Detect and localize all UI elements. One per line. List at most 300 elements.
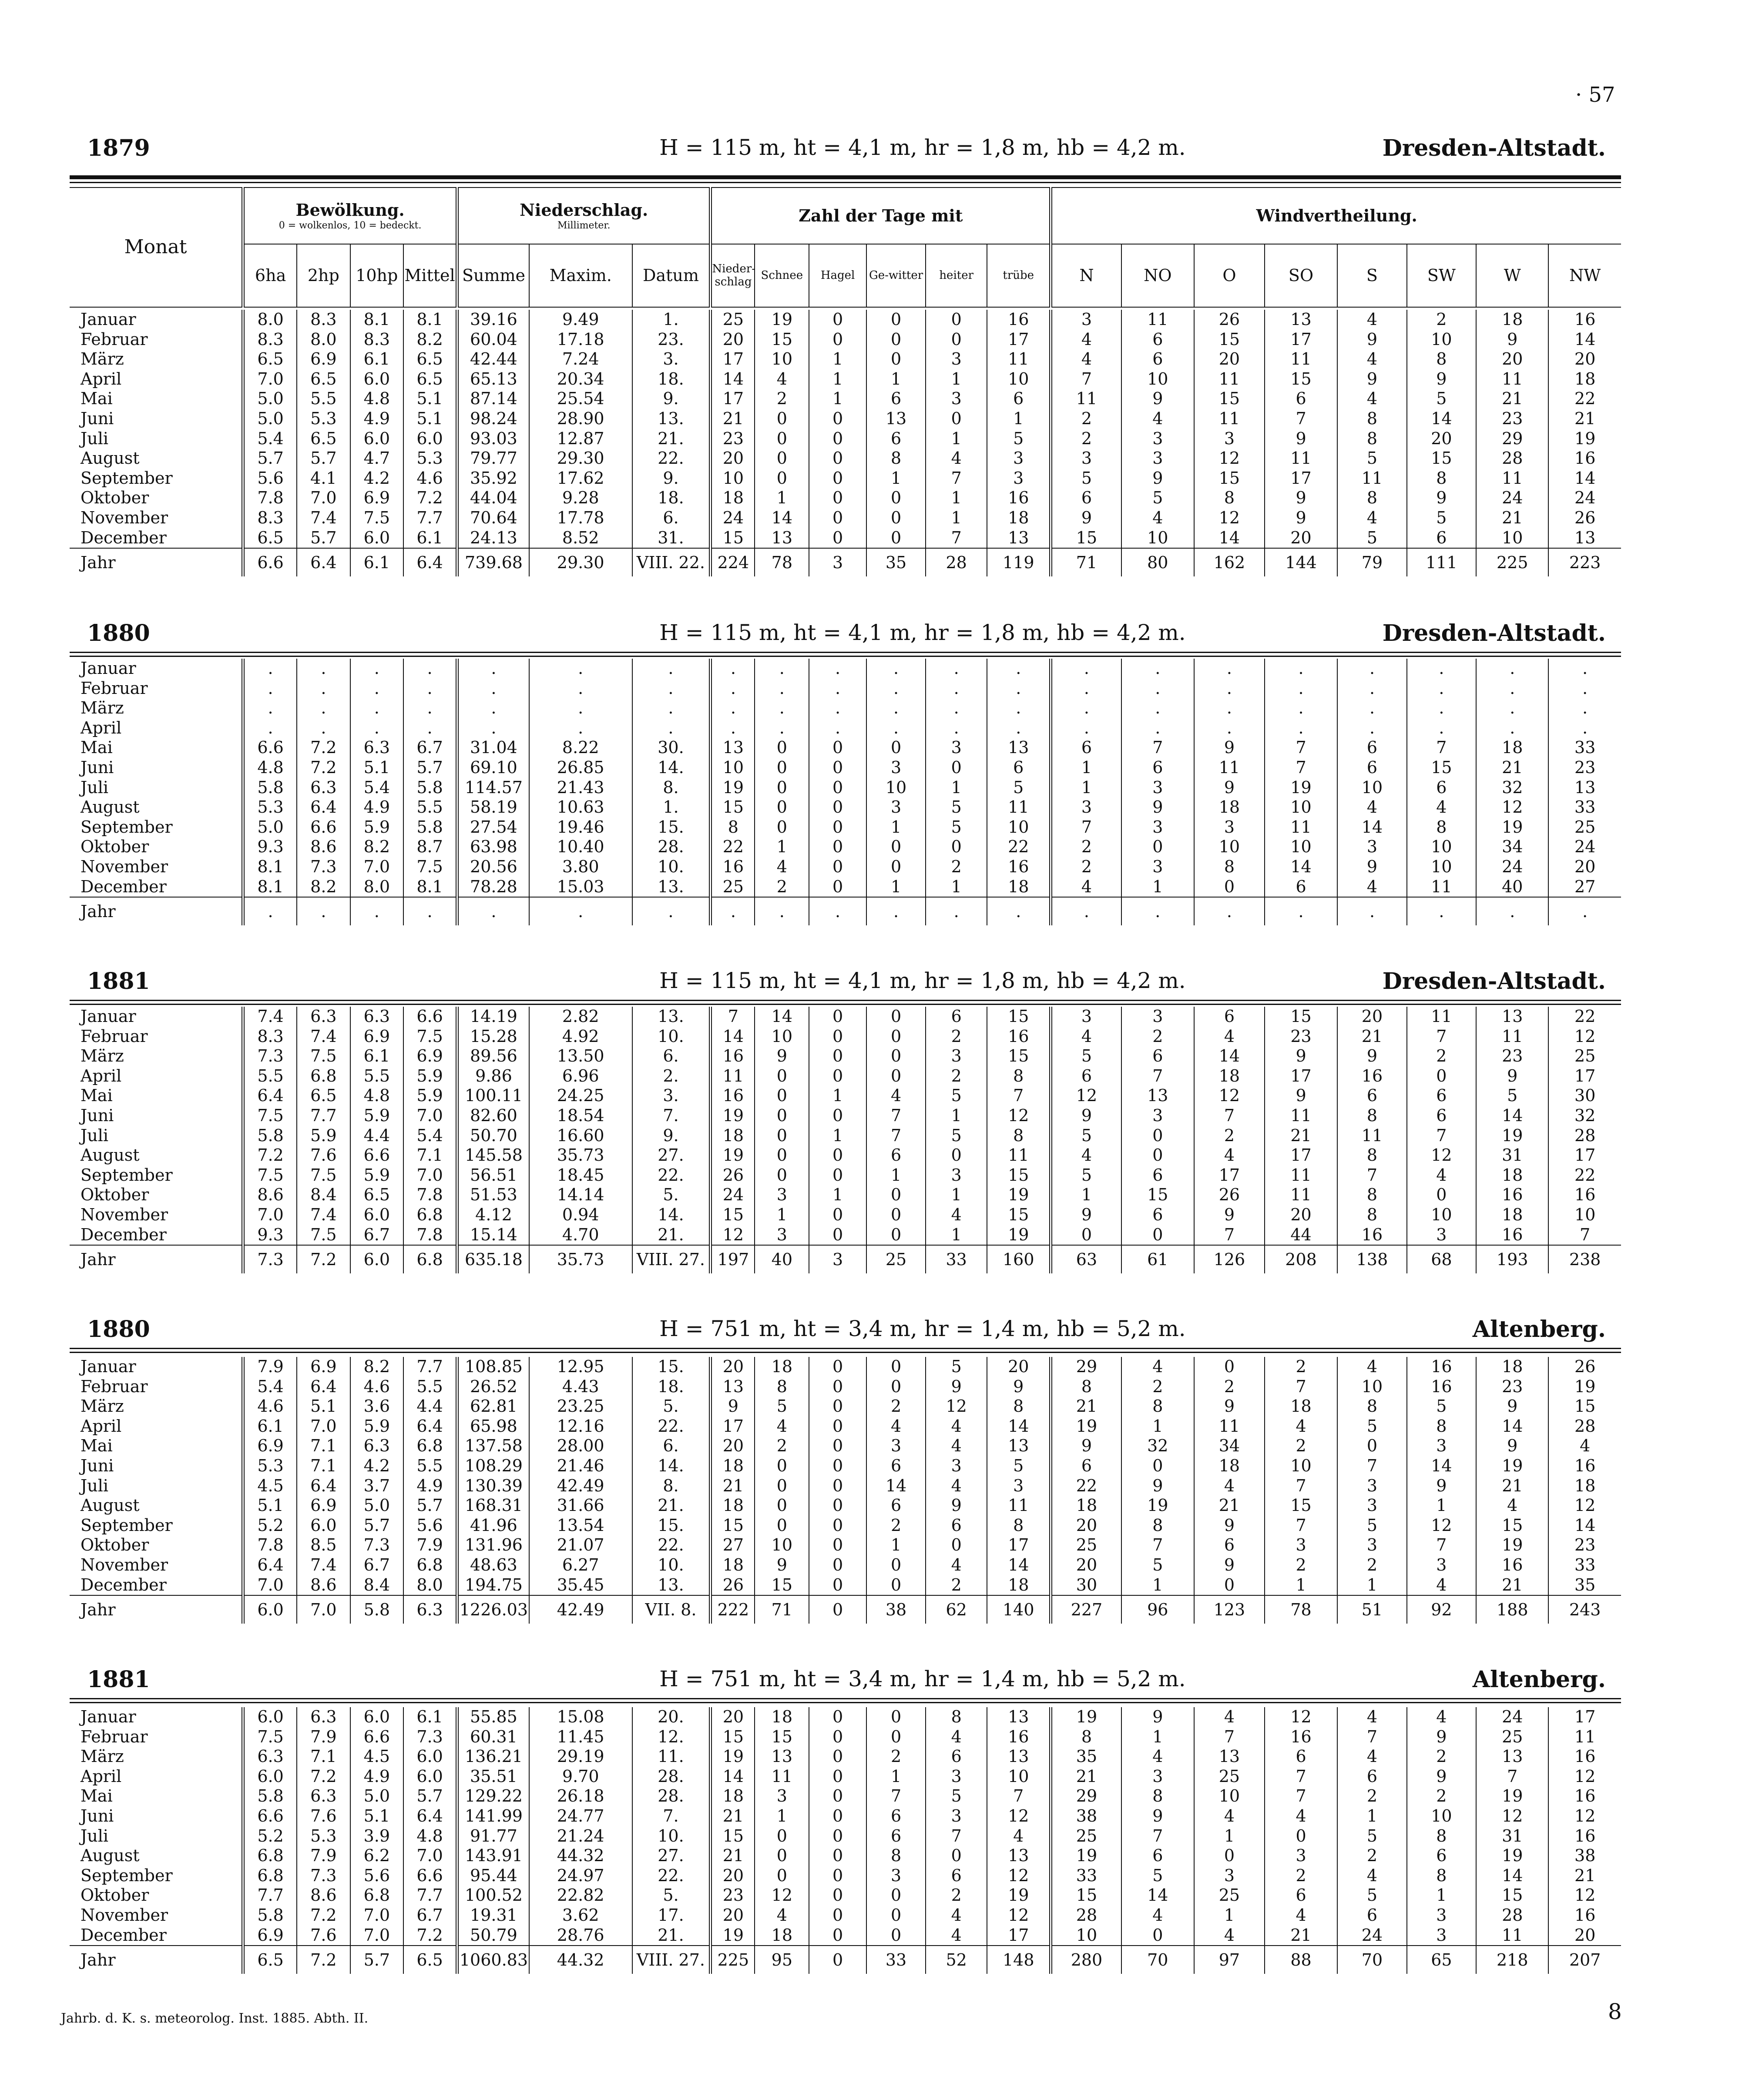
cell: 7 (987, 1786, 1051, 1806)
table-row (70, 488, 1621, 508)
table-row (70, 1886, 1621, 1906)
cell: 4 (926, 1926, 987, 1946)
row-label: Februar (81, 1026, 148, 1046)
cell: 26 (711, 1166, 755, 1186)
cell: 3. (632, 1086, 711, 1106)
cell: . (1476, 897, 1548, 925)
cell: 12 (1407, 1145, 1476, 1166)
cell: 44.04 (457, 488, 529, 508)
cell: 0 (809, 1205, 866, 1225)
cell: 0 (755, 1496, 809, 1516)
cell: . (711, 659, 755, 679)
total-row (70, 897, 1621, 925)
section-1-year: 1880 (87, 620, 150, 646)
cell: 6.1 (350, 349, 403, 369)
cell: 1 (809, 369, 866, 389)
cell: 6 (866, 1806, 926, 1826)
section-3-year: 1880 (87, 1316, 150, 1343)
table-row (70, 1767, 1621, 1787)
cell: 10 (1476, 528, 1548, 549)
cell: . (755, 718, 809, 738)
cell: 15 (1548, 1397, 1621, 1417)
cell: 6.3 (297, 778, 350, 798)
cell: 18 (711, 1126, 755, 1146)
cell: 3 (926, 1806, 987, 1826)
cell: 1 (1337, 1575, 1406, 1596)
cell: 0 (809, 1007, 866, 1027)
cell: 8.4 (350, 1575, 403, 1596)
cell: 3.9 (350, 1826, 403, 1846)
cell: . (350, 897, 403, 925)
cell: 20 (1337, 1007, 1406, 1027)
section-4-rule (70, 1698, 1621, 1699)
cell: . (1194, 698, 1265, 718)
table-row (70, 409, 1621, 429)
cell: 0 (809, 1496, 866, 1516)
cell: 3 (1407, 1906, 1476, 1926)
cell: . (1194, 897, 1265, 925)
cell: 25 (1051, 1826, 1121, 1846)
cell: 15 (1194, 469, 1265, 489)
cell: 10 (711, 469, 755, 489)
cell: 20 (1548, 1926, 1621, 1946)
cell: 280 (1051, 1946, 1121, 1974)
cell: 12 (987, 1906, 1051, 1926)
cell: 7 (1407, 1535, 1476, 1555)
page-number: · 57 (1575, 83, 1615, 107)
cell: 7 (1265, 1476, 1338, 1496)
cell: 7.2 (297, 1946, 350, 1974)
cell: 8 (987, 1516, 1051, 1536)
section-0-params: H = 115 m, ht = 4,1 m, hr = 1,8 m, hb = 4,2 m. (659, 135, 1186, 160)
cell: 26.18 (529, 1786, 632, 1806)
cell: 4 (866, 1417, 926, 1437)
cell: 78 (755, 548, 809, 576)
cell: 2.82 (529, 1007, 632, 1027)
cell: 0 (809, 1595, 866, 1624)
cell: 1 (926, 1185, 987, 1205)
cell: . (987, 718, 1051, 738)
cell: 9. (632, 1126, 711, 1146)
table-row (70, 1166, 1621, 1186)
section-0-place: Dresden-Altstadt. (1382, 135, 1606, 161)
cell: 6 (1121, 1046, 1195, 1066)
cell: 63 (1051, 1245, 1121, 1273)
cell: 9.70 (529, 1767, 632, 1787)
cell: 193 (1476, 1245, 1548, 1273)
cell: 13. (632, 877, 711, 898)
cell: 8. (632, 1476, 711, 1496)
cell: . (403, 698, 457, 718)
cell: 16 (1548, 1826, 1621, 1846)
table-row (70, 469, 1621, 489)
cell: 1 (926, 1106, 987, 1126)
cell: 6.8 (403, 1205, 457, 1225)
cell: 0 (866, 1046, 926, 1066)
row-label: December (81, 1925, 167, 1945)
cell: 17 (1265, 1066, 1338, 1086)
cell: 14 (755, 1007, 809, 1027)
cell: 6 (987, 758, 1051, 778)
cell: 3 (1194, 817, 1265, 837)
cell: . (529, 718, 632, 738)
cell: 16 (987, 488, 1051, 508)
row-label: Jahr (70, 1245, 243, 1273)
cell: 7 (1548, 1225, 1621, 1246)
cell: 0 (809, 1886, 866, 1906)
cell: 6 (866, 1145, 926, 1166)
cell: 7 (1265, 1767, 1338, 1787)
cell: 61 (1121, 1245, 1195, 1273)
cell: 5 (1476, 1086, 1548, 1106)
section-2-data (70, 1007, 1621, 1273)
table-row (70, 389, 1621, 409)
cell: . (1548, 659, 1621, 679)
cell: 5.3 (297, 1826, 350, 1846)
cell: 15 (1265, 1496, 1338, 1516)
cell: 91.77 (457, 1826, 529, 1846)
cell: VIII. 27. (632, 1245, 711, 1273)
table-row (70, 1747, 1621, 1767)
cell: 3 (1121, 1106, 1195, 1126)
cell: 13.54 (529, 1516, 632, 1536)
row-label: November (81, 1555, 168, 1574)
header-col-10hp (350, 244, 403, 307)
cell: 9 (1407, 1727, 1476, 1747)
cell: . (1194, 659, 1265, 679)
cell: 7.0 (403, 1846, 457, 1866)
cell: 92 (1407, 1595, 1476, 1624)
cell: 3 (987, 1476, 1051, 1496)
table-row (70, 1185, 1621, 1205)
cell: 0 (866, 1555, 926, 1575)
cell: 5 (926, 817, 987, 837)
cell: 9 (1121, 1806, 1195, 1826)
cell: 123 (1194, 1595, 1265, 1624)
cell: 4 (1337, 1707, 1406, 1727)
cell: 6.1 (403, 528, 457, 549)
cell: 40 (1476, 877, 1548, 898)
cell: 16 (1548, 310, 1621, 330)
cell: 60.31 (457, 1727, 529, 1747)
header-col-datum (632, 244, 711, 307)
cell: . (632, 679, 711, 699)
cell: . (350, 718, 403, 738)
cell: 0 (809, 857, 866, 877)
cell: 168.31 (457, 1496, 529, 1516)
cell: 3 (1121, 1767, 1195, 1787)
cell: 1 (866, 817, 926, 837)
cell: 4 (1407, 1575, 1476, 1596)
cell: 4.6 (403, 469, 457, 489)
cell: 21 (1265, 1926, 1338, 1946)
cell: 18 (1051, 1496, 1121, 1516)
cell: 5.8 (243, 1906, 297, 1926)
cell: 0 (866, 1357, 926, 1377)
table-row (70, 1007, 1621, 1027)
cell: 15 (711, 528, 755, 549)
cell: 3 (1121, 817, 1195, 837)
cell: 26 (1194, 310, 1265, 330)
cell: 11 (1051, 389, 1121, 409)
cell: . (350, 679, 403, 699)
cell: 0 (866, 1066, 926, 1086)
cell: 12 (1194, 1086, 1265, 1106)
cell: 7.1 (403, 1145, 457, 1166)
cell: 0 (809, 1456, 866, 1476)
cell: . (926, 897, 987, 925)
cell: 14 (1476, 1417, 1548, 1437)
cell: 65.13 (457, 369, 529, 389)
cell: 4 (1337, 1747, 1406, 1767)
cell: 2 (1407, 1046, 1476, 1066)
cell: 4 (1121, 409, 1195, 429)
section-1-table (70, 659, 1621, 925)
cell: 5 (987, 1456, 1051, 1476)
cell: 8.0 (403, 1575, 457, 1596)
cell: 35.73 (529, 1245, 632, 1273)
cell: 6 (1051, 1456, 1121, 1476)
cell: 9 (926, 1496, 987, 1516)
cell: VII. 8. (632, 1595, 711, 1624)
cell: 14 (1337, 817, 1406, 837)
cell: 0 (809, 738, 866, 758)
cell: 8 (1407, 1826, 1476, 1846)
cell: 6.4 (403, 1417, 457, 1437)
cell: 4 (1407, 1707, 1476, 1727)
cell: 0 (866, 349, 926, 369)
cell: 2 (1407, 310, 1476, 330)
cell: 15. (632, 817, 711, 837)
cell: 1 (987, 409, 1051, 429)
cell: 14 (1121, 1886, 1195, 1906)
cell: 5.8 (403, 817, 457, 837)
cell: . (1337, 679, 1406, 699)
cell: 15 (987, 1166, 1051, 1186)
cell: 7.1 (297, 1456, 350, 1476)
header-col-no (1121, 244, 1194, 307)
cell: 4 (1051, 1027, 1121, 1047)
cell: 6.9 (297, 349, 350, 369)
cell: 15 (1476, 1516, 1548, 1536)
cell: 0 (755, 429, 809, 449)
cell: 0 (809, 1046, 866, 1066)
cell: 225 (711, 1946, 755, 1974)
cell: 8.1 (243, 857, 297, 877)
cell: 2 (755, 1436, 809, 1456)
cell: 24 (1476, 1707, 1548, 1727)
cell: 15. (632, 1516, 711, 1536)
header-tage (711, 188, 1051, 244)
cell: 6 (1121, 330, 1195, 350)
header-col-2hp (297, 244, 350, 307)
header-col-schnee (755, 244, 809, 307)
cell: 13 (987, 1707, 1051, 1727)
cell: . (1337, 659, 1406, 679)
cell: 31 (1476, 1826, 1548, 1846)
cell: 7 (926, 469, 987, 489)
cell: . (926, 698, 987, 718)
cell: 11 (1265, 1166, 1338, 1186)
cell: 111 (1407, 548, 1476, 576)
cell: . (1121, 718, 1195, 738)
cell: 19 (755, 310, 809, 330)
cell: 25 (1476, 1727, 1548, 1747)
header-col-gewitter (866, 244, 926, 307)
cell: 25 (1051, 1535, 1121, 1555)
cell: 12 (1548, 1886, 1621, 1906)
cell: 18 (1194, 1456, 1265, 1476)
cell: 11 (1265, 1106, 1338, 1126)
cell: 17 (1548, 1145, 1621, 1166)
cell: 10 (1337, 1377, 1406, 1397)
cell: 12 (1476, 797, 1548, 817)
cell: 8 (755, 1377, 809, 1397)
cell: 21 (711, 1846, 755, 1866)
cell: 9 (1476, 330, 1548, 350)
cell: . (350, 659, 403, 679)
section-4-year: 1881 (87, 1666, 150, 1693)
cell: 0 (809, 1145, 866, 1166)
cell: 7.9 (243, 1357, 297, 1377)
cell: 8.6 (297, 837, 350, 857)
cell: 15.03 (529, 877, 632, 898)
header-col-w (1476, 244, 1548, 307)
cell: . (1407, 679, 1476, 699)
cell: 24 (711, 508, 755, 528)
cell: 9 (711, 1397, 755, 1417)
cell: 4.92 (529, 1027, 632, 1047)
header-col-gewitter-label: Ge-witter (869, 268, 923, 282)
cell: 12 (755, 1886, 809, 1906)
table-row (70, 1575, 1621, 1596)
cell: 8 (1051, 1727, 1121, 1747)
cell: 4 (926, 1417, 987, 1437)
cell: . (809, 659, 866, 679)
cell: 0 (1194, 1357, 1265, 1377)
header-col-no-label: NO (1144, 265, 1172, 285)
cell: 19.31 (457, 1906, 529, 1926)
cell: 18 (711, 488, 755, 508)
cell: 8 (1194, 488, 1265, 508)
cell: 4 (926, 449, 987, 469)
cell: 5.0 (243, 389, 297, 409)
table-row (70, 1906, 1621, 1926)
cell: 25 (1194, 1886, 1265, 1906)
cell: 20 (1548, 857, 1621, 877)
cell: 5.9 (350, 817, 403, 837)
cell: 6.0 (403, 1747, 457, 1767)
cell: 22. (632, 1535, 711, 1555)
cell: . (1121, 897, 1195, 925)
cell: 0 (1407, 1185, 1476, 1205)
cell: 51 (1337, 1595, 1406, 1624)
cell: 6.3 (403, 1595, 457, 1624)
cell: 1 (1121, 1727, 1195, 1747)
cell: 7.2 (297, 758, 350, 778)
cell: 7.6 (297, 1926, 350, 1946)
cell: 5.1 (350, 758, 403, 778)
cell: 8 (1121, 1516, 1195, 1536)
cell: 6 (866, 1496, 926, 1516)
cell: 3 (755, 1786, 809, 1806)
cell: 10 (1407, 330, 1476, 350)
cell: 15 (755, 1575, 809, 1596)
cell: 5.8 (243, 778, 297, 798)
cell: 0 (755, 758, 809, 778)
cell: 0 (866, 488, 926, 508)
cell: 33 (926, 1245, 987, 1273)
cell: 3 (1194, 429, 1265, 449)
cell: 13 (987, 528, 1051, 549)
cell: . (1476, 679, 1548, 699)
header-col-heiter (926, 244, 987, 307)
cell: 24 (1548, 488, 1621, 508)
cell: 6.9 (243, 1926, 297, 1946)
header-col-nw-label: NW (1569, 265, 1601, 285)
cell: 25 (1548, 817, 1621, 837)
cell: 0 (809, 1767, 866, 1787)
cell: 1 (926, 508, 987, 528)
cell: 0 (1194, 877, 1265, 898)
row-label: März (81, 1046, 124, 1066)
row-label: April (81, 1066, 122, 1085)
cell: . (457, 679, 529, 699)
cell: 78 (1265, 1595, 1338, 1624)
cell: 5 (1337, 1417, 1406, 1437)
cell: 5. (632, 1397, 711, 1417)
cell: 7.0 (243, 369, 297, 389)
row-label: September (81, 1515, 173, 1535)
cell: 0 (866, 1007, 926, 1027)
cell: 14 (1265, 857, 1338, 877)
cell: 20.56 (457, 857, 529, 877)
cell: 9 (1194, 1397, 1265, 1417)
cell: 0 (866, 1027, 926, 1047)
cell: 0 (809, 1516, 866, 1536)
cell: 9.28 (529, 488, 632, 508)
table-row (70, 1357, 1621, 1377)
header-tage-title: Zahl der Tage mit (799, 205, 963, 225)
cell: 33 (1051, 1866, 1121, 1886)
cell: 4.5 (350, 1747, 403, 1767)
cell: 4.9 (350, 409, 403, 429)
cell: 50.79 (457, 1926, 529, 1946)
cell: 6 (1337, 738, 1406, 758)
cell: 6.3 (350, 738, 403, 758)
cell: 4 (1337, 389, 1406, 409)
cell: 0 (866, 1886, 926, 1906)
cell: 7 (926, 1826, 987, 1846)
cell: 1 (1407, 1496, 1476, 1516)
cell: 6 (866, 1826, 926, 1846)
cell: 9. (632, 389, 711, 409)
cell: 38 (1548, 1846, 1621, 1866)
header-col-s (1337, 244, 1406, 307)
cell: 28.00 (529, 1436, 632, 1456)
cell: 11 (755, 1767, 809, 1787)
cell: 1 (866, 1535, 926, 1555)
cell: 6.5 (297, 429, 350, 449)
cell: 11 (1407, 1007, 1476, 1027)
cell: 10 (987, 1767, 1051, 1787)
cell: 129.22 (457, 1786, 529, 1806)
total-row (70, 1245, 1621, 1273)
cell: 2 (926, 1066, 987, 1086)
cell: 7.5 (297, 1166, 350, 1186)
row-label: April (81, 1766, 122, 1786)
cell: 4.70 (529, 1225, 632, 1246)
